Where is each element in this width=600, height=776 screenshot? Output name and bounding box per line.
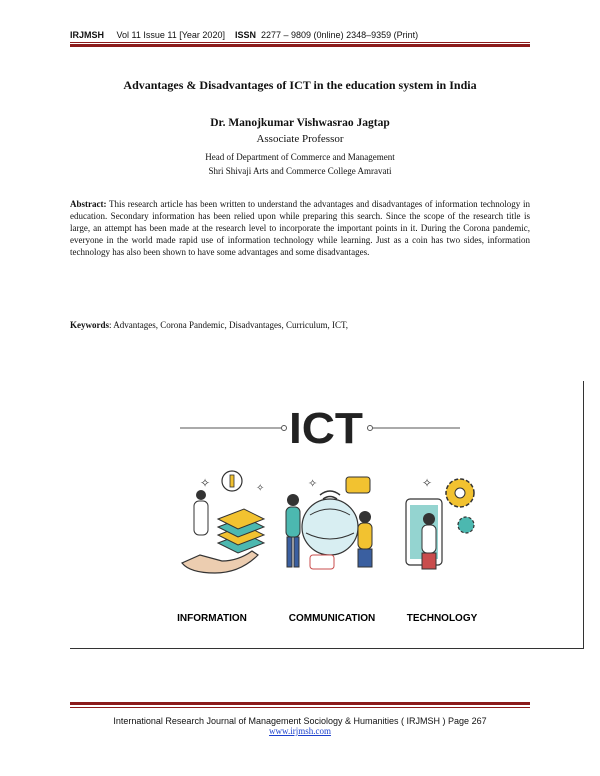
header-rule-thick <box>70 44 530 47</box>
paper-title: Advantages & Disadvantages of ICT in the education system in India <box>123 78 477 92</box>
chat-bubble-icon <box>346 477 370 493</box>
author-name: Dr. Manojkumar Vishwasrao Jagtap <box>210 117 390 129</box>
page-footer <box>0 716 600 736</box>
author-role: Associate Professor <box>256 133 344 145</box>
caption-technology: TECHNOLOGY <box>406 613 478 624</box>
ict-figure <box>160 395 510 635</box>
chat-bubble-icon <box>310 555 334 569</box>
sparkle-icon: ✧ <box>256 483 265 494</box>
header-rule-thin <box>70 42 530 43</box>
running-header <box>70 30 418 40</box>
caption-information: INFORMATION <box>177 613 247 624</box>
keywords <box>70 320 530 330</box>
footer-rule-thin <box>70 707 530 708</box>
journal-abbrev: IRJMSH <box>70 30 105 40</box>
gear-icon <box>458 517 474 533</box>
issn-numbers: 2277 – 9809 (0nline) 2348–9359 (Print) <box>261 30 419 40</box>
technology-illustration <box>406 476 474 569</box>
author-affiliation-college: Shri Shivaji Arts and Commerce College Amravati <box>208 166 392 176</box>
volume-info: Vol 11 Issue 11 [Year 2020] <box>116 30 225 40</box>
abstract <box>70 198 530 258</box>
heading-dot-right <box>368 426 373 431</box>
ict-heading: ICT <box>289 404 364 453</box>
person-figure <box>194 501 208 535</box>
person-figure <box>286 507 300 537</box>
abstract-text: This research article has been written to understand the advantages and disadvantages of information technology in education. Secondary information has been relied upon while preparing this search. Since the scope of the research title is large, an attempt has been made at the research level to incorporate the important points in it. During the Corona pandemic, everyone in the world made rapid use of information technology while learning. Just as a coin has two sides, information technology has also been shown to have some advantages and some disadvantages. <box>70 199 530 257</box>
footer-rule-thick <box>70 702 530 705</box>
abstract-label: Abstract: <box>70 199 107 209</box>
sparkle-icon: ✧ <box>308 478 318 490</box>
keywords-text: : Advantages, Corona Pandemic, Disadvantages, Curriculum, ICT, <box>109 320 349 330</box>
hand-icon <box>182 551 258 573</box>
author-affiliation-dept: Head of Department of Commerce and Management <box>205 152 395 162</box>
keywords-label: Keywords <box>70 320 109 330</box>
person-figure <box>358 523 372 549</box>
figure-frame-bottom <box>70 648 584 649</box>
sparkle-icon: ✧ <box>200 476 211 490</box>
wifi-icon <box>320 491 340 499</box>
person-figure <box>422 525 436 553</box>
issn-label: ISSN <box>234 30 256 40</box>
information-illustration <box>182 471 264 573</box>
journal-link[interactable]: www.irjmsh.com <box>269 726 331 736</box>
globe-icon <box>302 499 358 555</box>
figure-frame-right <box>583 381 584 649</box>
communication-illustration <box>286 477 372 569</box>
caption-communication: COMMUNICATION <box>288 613 376 624</box>
heading-dot-left <box>282 426 287 431</box>
sparkle-icon: ✧ <box>422 476 433 490</box>
footer-text: International Research Journal of Management Sociology & Humanities ( IRJMSH ) Page 267 <box>113 716 487 726</box>
